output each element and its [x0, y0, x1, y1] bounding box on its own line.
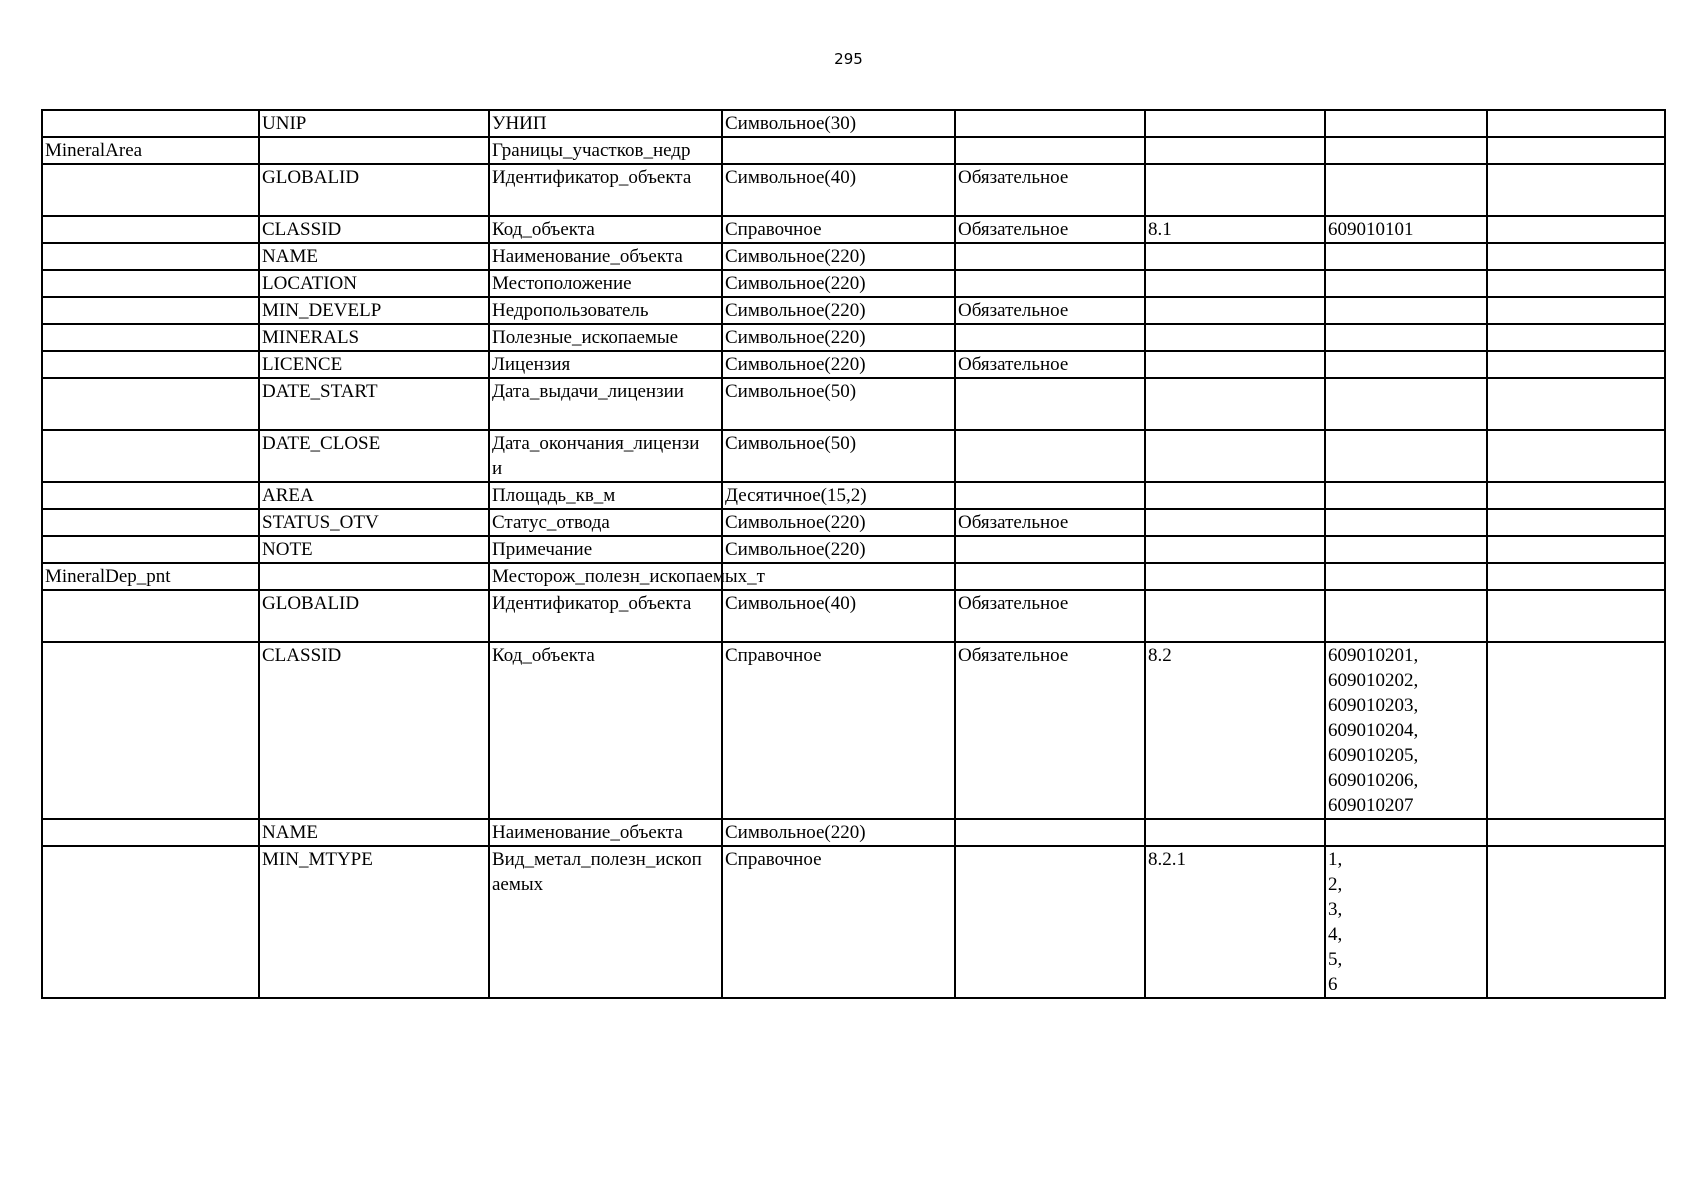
field-code-cell: LICENCE — [259, 351, 489, 378]
data-type-cell: Символьное(220) — [722, 351, 955, 378]
field-code-cell: MINERALS — [259, 324, 489, 351]
layer-name-cell — [42, 482, 259, 509]
note-cell — [1487, 216, 1665, 243]
data-type-cell: Символьное(220) — [722, 819, 955, 846]
allowed-values-cell — [1325, 164, 1487, 216]
data-type-cell: Символьное(220) — [722, 297, 955, 324]
table-row — [42, 563, 1665, 590]
reference-cell: 8.2.1 — [1145, 846, 1325, 998]
layer-name-cell — [42, 590, 259, 642]
field-alias-cell: Площадь_кв_м — [489, 482, 722, 509]
table-row — [42, 536, 1665, 563]
data-type-cell: Справочное — [722, 642, 955, 819]
data-type-cell: Символьное(30) — [722, 110, 955, 137]
field-code-cell: LOCATION — [259, 270, 489, 297]
data-type-cell: Справочное — [722, 216, 955, 243]
field-alias-cell: Месторож_полезн_ископаемых_т — [489, 563, 722, 590]
data-type-cell — [722, 137, 955, 164]
data-type-cell: Символьное(50) — [722, 378, 955, 430]
data-type-cell: Символьное(220) — [722, 243, 955, 270]
table-row — [42, 846, 1665, 998]
allowed-values-cell — [1325, 270, 1487, 297]
layer-name-cell — [42, 642, 259, 819]
field-alias-cell: Полезные_ископаемые — [489, 324, 722, 351]
table-row — [42, 642, 1665, 819]
layer-name-cell — [42, 110, 259, 137]
data-type-cell: Десятичное(15,2) — [722, 482, 955, 509]
field-code-cell: GLOBALID — [259, 590, 489, 642]
requirement-cell — [955, 378, 1145, 430]
field-code-cell — [259, 137, 489, 164]
reference-cell — [1145, 164, 1325, 216]
table-row — [42, 378, 1665, 430]
allowed-values-cell — [1325, 110, 1487, 137]
layer-name-cell — [42, 536, 259, 563]
allowed-values-cell — [1325, 819, 1487, 846]
field-code-cell: NAME — [259, 819, 489, 846]
requirement-cell — [955, 243, 1145, 270]
layer-name-cell — [42, 297, 259, 324]
table-row — [42, 137, 1665, 164]
requirement-cell: Обязательное — [955, 590, 1145, 642]
table-row — [42, 164, 1665, 216]
requirement-cell: Обязательное — [955, 216, 1145, 243]
data-type-cell: Символьное(50) — [722, 430, 955, 482]
allowed-values-cell — [1325, 137, 1487, 164]
page-number: 295 — [834, 50, 863, 68]
layer-name-cell — [42, 324, 259, 351]
table-row — [42, 509, 1665, 536]
requirement-cell — [955, 536, 1145, 563]
allowed-values-cell: 609010101 — [1325, 216, 1487, 243]
field-alias-cell: Недропользователь — [489, 297, 722, 324]
layer-name-cell — [42, 270, 259, 297]
data-type-cell: Символьное(40) — [722, 590, 955, 642]
field-alias-cell: Местоположение — [489, 270, 722, 297]
reference-cell — [1145, 270, 1325, 297]
requirement-cell — [955, 430, 1145, 482]
note-cell — [1487, 243, 1665, 270]
table-row — [42, 430, 1665, 482]
table-row — [42, 590, 1665, 642]
reference-cell — [1145, 110, 1325, 137]
requirement-cell — [955, 137, 1145, 164]
field-alias-cell: Статус_отвода — [489, 509, 722, 536]
data-type-cell: Символьное(220) — [722, 324, 955, 351]
allowed-values-cell — [1325, 243, 1487, 270]
requirement-cell — [955, 563, 1145, 590]
note-cell — [1487, 110, 1665, 137]
reference-cell — [1145, 351, 1325, 378]
note-cell — [1487, 482, 1665, 509]
allowed-values-cell — [1325, 324, 1487, 351]
allowed-values-cell — [1325, 563, 1487, 590]
layer-name-cell: MineralDep_pnt — [42, 563, 259, 590]
note-cell — [1487, 642, 1665, 819]
table-row — [42, 482, 1665, 509]
attribute-table — [41, 109, 1666, 999]
requirement-cell: Обязательное — [955, 297, 1145, 324]
reference-cell — [1145, 297, 1325, 324]
layer-name-cell — [42, 430, 259, 482]
note-cell — [1487, 324, 1665, 351]
allowed-values-cell — [1325, 482, 1487, 509]
layer-name-cell — [42, 351, 259, 378]
field-alias-cell: Границы_участков_недр — [489, 137, 722, 164]
layer-name-cell — [42, 846, 259, 998]
table-row — [42, 819, 1665, 846]
field-code-cell: CLASSID — [259, 642, 489, 819]
reference-cell — [1145, 590, 1325, 642]
reference-cell: 8.2 — [1145, 642, 1325, 819]
note-cell — [1487, 846, 1665, 998]
field-alias-cell: УНИП — [489, 110, 722, 137]
table-row — [42, 110, 1665, 137]
data-type-cell: Символьное(220) — [722, 270, 955, 297]
note-cell — [1487, 509, 1665, 536]
requirement-cell — [955, 270, 1145, 297]
layer-name-cell — [42, 164, 259, 216]
field-alias-cell: Примечание — [489, 536, 722, 563]
table-row — [42, 297, 1665, 324]
field-code-cell: NOTE — [259, 536, 489, 563]
table-row — [42, 324, 1665, 351]
allowed-values-cell — [1325, 590, 1487, 642]
field-code-cell — [259, 563, 489, 590]
reference-cell — [1145, 819, 1325, 846]
requirement-cell: Обязательное — [955, 509, 1145, 536]
note-cell — [1487, 164, 1665, 216]
requirement-cell — [955, 819, 1145, 846]
field-code-cell: STATUS_OTV — [259, 509, 489, 536]
requirement-cell — [955, 324, 1145, 351]
data-type-cell: Справочное — [722, 846, 955, 998]
requirement-cell: Обязательное — [955, 642, 1145, 819]
field-code-cell: MIN_DEVELP — [259, 297, 489, 324]
reference-cell — [1145, 509, 1325, 536]
layer-name-cell — [42, 216, 259, 243]
reference-cell — [1145, 536, 1325, 563]
requirement-cell — [955, 482, 1145, 509]
allowed-values-cell: 1, 2, 3, 4, 5, 6 — [1325, 846, 1487, 998]
reference-cell — [1145, 430, 1325, 482]
field-code-cell: AREA — [259, 482, 489, 509]
field-alias-cell: Идентификатор_объекта — [489, 164, 722, 216]
table-body — [42, 110, 1665, 998]
note-cell — [1487, 590, 1665, 642]
layer-name-cell — [42, 819, 259, 846]
reference-cell — [1145, 324, 1325, 351]
note-cell — [1487, 536, 1665, 563]
layer-name-cell: MineralArea — [42, 137, 259, 164]
field-alias-cell: Код_объекта — [489, 216, 722, 243]
layer-name-cell — [42, 378, 259, 430]
reference-cell — [1145, 482, 1325, 509]
reference-cell — [1145, 563, 1325, 590]
table-row — [42, 351, 1665, 378]
table-row — [42, 243, 1665, 270]
table-row — [42, 216, 1665, 243]
requirement-cell: Обязательное — [955, 164, 1145, 216]
note-cell — [1487, 137, 1665, 164]
allowed-values-cell — [1325, 351, 1487, 378]
field-code-cell: DATE_START — [259, 378, 489, 430]
allowed-values-cell — [1325, 509, 1487, 536]
note-cell — [1487, 297, 1665, 324]
field-code-cell: DATE_CLOSE — [259, 430, 489, 482]
note-cell — [1487, 819, 1665, 846]
field-code-cell: UNIP — [259, 110, 489, 137]
layer-name-cell — [42, 509, 259, 536]
allowed-values-cell: 609010201, 609010202, 609010203, 609010204, 609010205, 609010206, 609010207 — [1325, 642, 1487, 819]
allowed-values-cell — [1325, 378, 1487, 430]
field-alias-cell: Код_объекта — [489, 642, 722, 819]
allowed-values-cell — [1325, 430, 1487, 482]
note-cell — [1487, 378, 1665, 430]
note-cell — [1487, 270, 1665, 297]
field-alias-cell: Наименование_объекта — [489, 243, 722, 270]
data-type-cell: Символьное(220) — [722, 509, 955, 536]
data-type-cell: Символьное(40) — [722, 164, 955, 216]
field-alias-cell: Дата_окончания_лицензи и — [489, 430, 722, 482]
note-cell — [1487, 430, 1665, 482]
field-code-cell: NAME — [259, 243, 489, 270]
table-row — [42, 270, 1665, 297]
field-alias-cell: Наименование_объекта — [489, 819, 722, 846]
layer-name-cell — [42, 243, 259, 270]
field-code-cell: GLOBALID — [259, 164, 489, 216]
field-alias-cell: Дата_выдачи_лицензии — [489, 378, 722, 430]
reference-cell — [1145, 378, 1325, 430]
field-code-cell: CLASSID — [259, 216, 489, 243]
allowed-values-cell — [1325, 297, 1487, 324]
allowed-values-cell — [1325, 536, 1487, 563]
reference-cell — [1145, 243, 1325, 270]
field-alias-cell: Идентификатор_объекта — [489, 590, 722, 642]
data-type-cell: Символьное(220) — [722, 536, 955, 563]
reference-cell — [1145, 137, 1325, 164]
note-cell — [1487, 563, 1665, 590]
reference-cell: 8.1 — [1145, 216, 1325, 243]
field-code-cell: MIN_MTYPE — [259, 846, 489, 998]
requirement-cell — [955, 110, 1145, 137]
requirement-cell — [955, 846, 1145, 998]
note-cell — [1487, 351, 1665, 378]
field-alias-cell: Вид_метал_полезн_ископ аемых — [489, 846, 722, 998]
requirement-cell: Обязательное — [955, 351, 1145, 378]
field-alias-cell: Лицензия — [489, 351, 722, 378]
